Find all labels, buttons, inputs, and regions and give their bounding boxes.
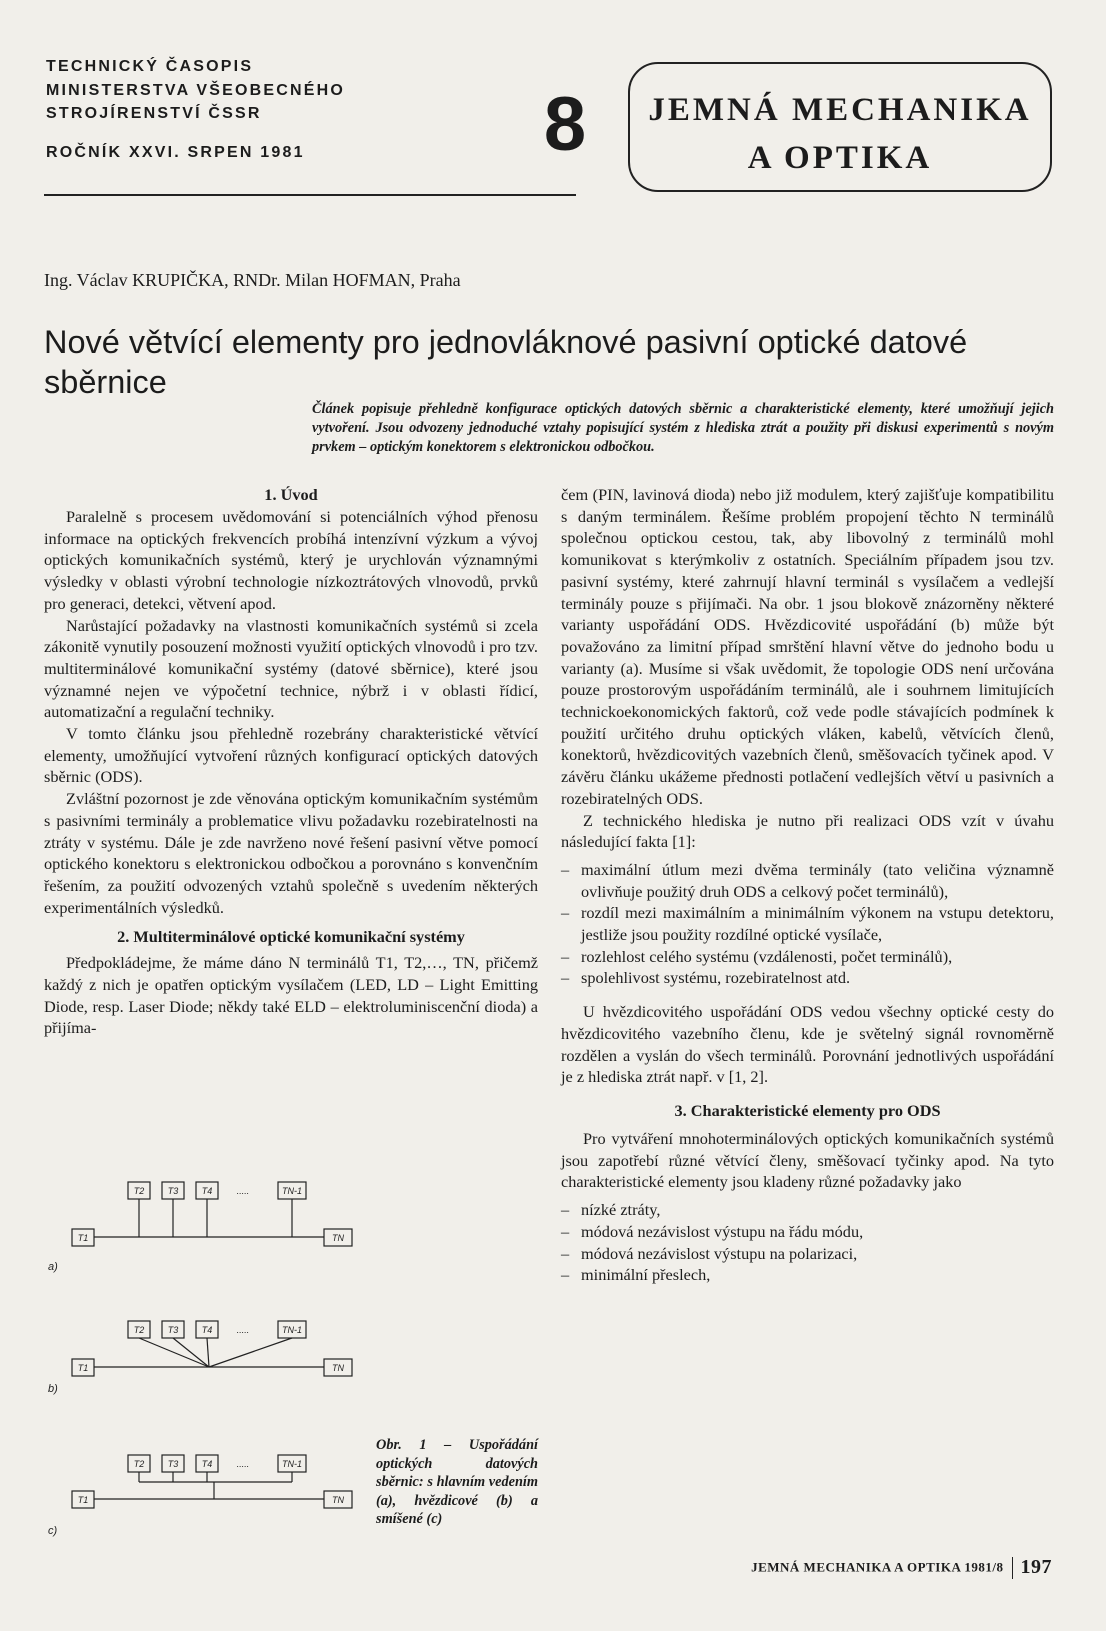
section-heading: 1. Úvod [264, 485, 318, 504]
right-column [561, 484, 1054, 1286]
journal-title-line: JEMNÁ MECHANIKA [648, 92, 1032, 128]
ellipsis: ..... [236, 1186, 250, 1196]
list-item: – rozdíl mezi maximálním a minimálním výkonem na vstupu detektoru, jestliže jsou použity rozdílné optické vysílače, [561, 903, 1054, 945]
journal-title-line: A OPTIKA [747, 140, 933, 176]
paragraph: Pro vytváření mnohoterminálových optických komunikačních systémů jsou zapotřebí různé větvící členy, směšovací tyčinky apod. Na tyto charakteristické elementy jsou kladeny různé požadavky jako [561, 1128, 1054, 1192]
list-item: – módová nezávislost výstupu na řádu módu, [561, 1221, 864, 1241]
terminal-label: T4 [201, 1186, 213, 1196]
publisher-block [46, 55, 566, 164]
terminal-label: T2 [133, 1459, 145, 1469]
publisher-line: TECHNICKÝ ČASOPIS [46, 58, 254, 75]
terminal-label: T1 [77, 1233, 89, 1243]
list-item: – nízké ztráty, [561, 1200, 661, 1220]
terminal-label: T3 [167, 1459, 179, 1469]
authors: Ing. Václav KRUPIČKA, RNDr. Milan HOFMAN, Praha [44, 270, 461, 290]
list-item: – spolehlivost systému, rozebiratelnost atd. [561, 968, 851, 988]
figure-1 [44, 1168, 364, 1548]
paragraph: Zvláštní pozornost je zde věnována optickým komunikačním systémům s pasivními terminály a problematice vlivu požadavku rozebiratelnosti na ztráty v systému. Dále je zde navrženo nové řešení pasivní větve pomocí optického konektoru s elektronickou odbočkou a porovnáno s konvenčním řešením, za použití odvozených vztahů společně s uvedením některých experimentálních výsledků. [44, 789, 538, 917]
terminal-label: T1 [77, 1363, 89, 1373]
figure-caption: Obr. 1 – Uspořádání optických datových sběrnic: s hlavním vedením (a), hvězdicové (b) a smíšené (c) [376, 1437, 538, 1527]
list-item: – módová nezávislost výstupu na polarizaci, [561, 1243, 858, 1263]
fact-list [561, 859, 1054, 989]
figure-1-diagram [44, 1168, 364, 1548]
footer-journal: JEMNÁ MECHANIKA A OPTIKA 1981/8 [751, 1559, 1004, 1575]
header-rule [44, 194, 576, 196]
paragraph: V tomto článku jsou přehledně rozebrány charakteristické větvící elementy, umožňující vytvoření různých konfigurací optických datových sběrnic (ODS). [44, 724, 538, 787]
paragraph: Předpokládejme, že máme dáno N terminálů T1, T2,…, TN, přičemž každý z nich je opatřen optickým vysílačem (LED, LD – Light Emitting Diode, resp. Laser Diode; někdy také ELD – elektroluminiscenční dioda) a přijíma- [44, 953, 538, 1038]
paragraph: Paralelně s procesem uvědomování si potenciálních výhod přenosu informace na optických frekvencích probíhá intenzívní výzkum a vývoj optických komunikačních systémů, který je urychlován významnými výsledky v oblasti výrobní technologie nízkoztrátových vlnovodů, prvků pro generaci, detekci, větvení apod. [44, 507, 538, 613]
terminal-label: TN-1 [282, 1186, 302, 1196]
terminal-label: TN [332, 1495, 344, 1505]
ellipsis: ..... [236, 1325, 250, 1335]
section-heading: 2. Multiterminálové optické komunikační systémy [117, 927, 465, 947]
terminal-label: TN [332, 1363, 344, 1373]
paragraph: Z technického hlediska je nutno při realizaci ODS vzít v úvahu následující fakta [1]: [561, 810, 1054, 852]
terminal-label: T4 [201, 1325, 213, 1335]
left-column [44, 484, 538, 1039]
list-item: – rozlehlost celého systému (vzdálenosti, počet terminálů), [561, 946, 953, 966]
requirement-list [561, 1199, 1054, 1286]
publisher-line: MINISTERSTVA VŠEOBECNÉHO [46, 81, 346, 99]
page-number: 197 [1020, 1556, 1052, 1578]
panel-label: b) [48, 1383, 58, 1395]
terminal-label: TN-1 [282, 1325, 302, 1335]
article-title: Nové větvící elementy pro jednovláknové pasivní optické datové sběrnice [44, 324, 968, 400]
publisher-line: STROJÍRENSTVÍ ČSSR [46, 105, 262, 122]
paragraph: Narůstající požadavky na vlastnosti komunikačních systémů si zcela zákonitě vynutily posouzení možnosti využití optických vlnovodů i pro tzv. multiterminálové komunikační systémy (datové sběrnice), které jsou významné nejen ve výpočetní technice, nýbrž i v oblasti řídicí, automatizační a regulační techniky. [44, 615, 538, 722]
terminal-label: T2 [133, 1186, 145, 1196]
terminal-label: T4 [201, 1459, 213, 1469]
terminal-label: T2 [133, 1325, 145, 1335]
abstract: Článek popisuje přehledně konfigurace optických datových sběrnic a charakteristické elementy, které umožňují jejich vytvoření. Jsou odvozeny jednoduché vztahy popisující systém z hlediska ztrát a použity při diskusi experimentů s novým prvkem – optickým konektorem s elektronickou odbočkou. [312, 401, 1054, 455]
terminal-label: TN-1 [282, 1459, 302, 1469]
issue-line: ROČNÍK XXVI. SRPEN 1981 [46, 143, 305, 161]
section-heading: 3. Charakteristické elementy pro ODS [674, 1100, 941, 1120]
list-item: – minimální přeslech, [561, 1265, 711, 1285]
journal-title-box [628, 62, 1052, 192]
list-item: – maximální útlum mezi dvěma terminály (tato veličina významně ovlivňuje použitý druh ODS a celkový počet terminálů), [561, 859, 1054, 901]
terminal-label: T1 [77, 1495, 89, 1505]
terminal-label: T3 [167, 1186, 179, 1196]
panel-label: c) [48, 1525, 58, 1537]
ellipsis: ..... [236, 1459, 250, 1469]
footer-divider [1012, 1557, 1013, 1579]
panel-label: a) [48, 1261, 58, 1273]
terminal-label: TN [332, 1233, 344, 1243]
issue-number: 8 [543, 82, 587, 167]
paragraph: U hvězdicovitého uspořádání ODS vedou všechny optické cesty do hvězdicovitého vazebního členu, kde je světelný signál rovnoměrně rozdělen a vyslán do všech terminálů. Porovnání jednotlivých uspořádání je z hlediska ztrát např. v [1, 2]. [561, 1002, 1054, 1087]
page-footer [751, 1556, 1052, 1579]
paragraph: čem (PIN, lavinová dioda) nebo již modulem, který zajišťuje kompatibilitu s daným terminálem. Řešíme problém propojení těchto N terminálů společnou optickou cestou, tak, aby libovolný z terminálů mohl komunikovat s kterýmkoliv z ostatních. Speciálním případem jsou tzv. pasivní systémy, které zahrnují hlavní terminál s vysílačem a vedlejší terminály pouze s přijímači. Na obr. 1 jsou blokově znázorněny některé varianty uspořádání ODS. Hvězdicovité uspořádání (b) může být považováno za limitní případ smrštění hlavní větve do jednoho bodu u varianty (a). Musíme si však uvědomit, že topologie ODS není určována pouze prostorovým uspořádáním terminálů, ale i souhrnem limitujících technickoekonomických faktorů, což vede podle stávajících podmínek k použití určitého druhu optických vláken, kabelů, větvících členů, konektorů, hvězdicovitých vazebních členů, směšovacích tyčinek apod. V závěru článku ukážeme přednosti potlačení vedlejších větví u pasivních a rozebiratelných ODS. [561, 485, 1054, 808]
terminal-label: T3 [167, 1325, 179, 1335]
